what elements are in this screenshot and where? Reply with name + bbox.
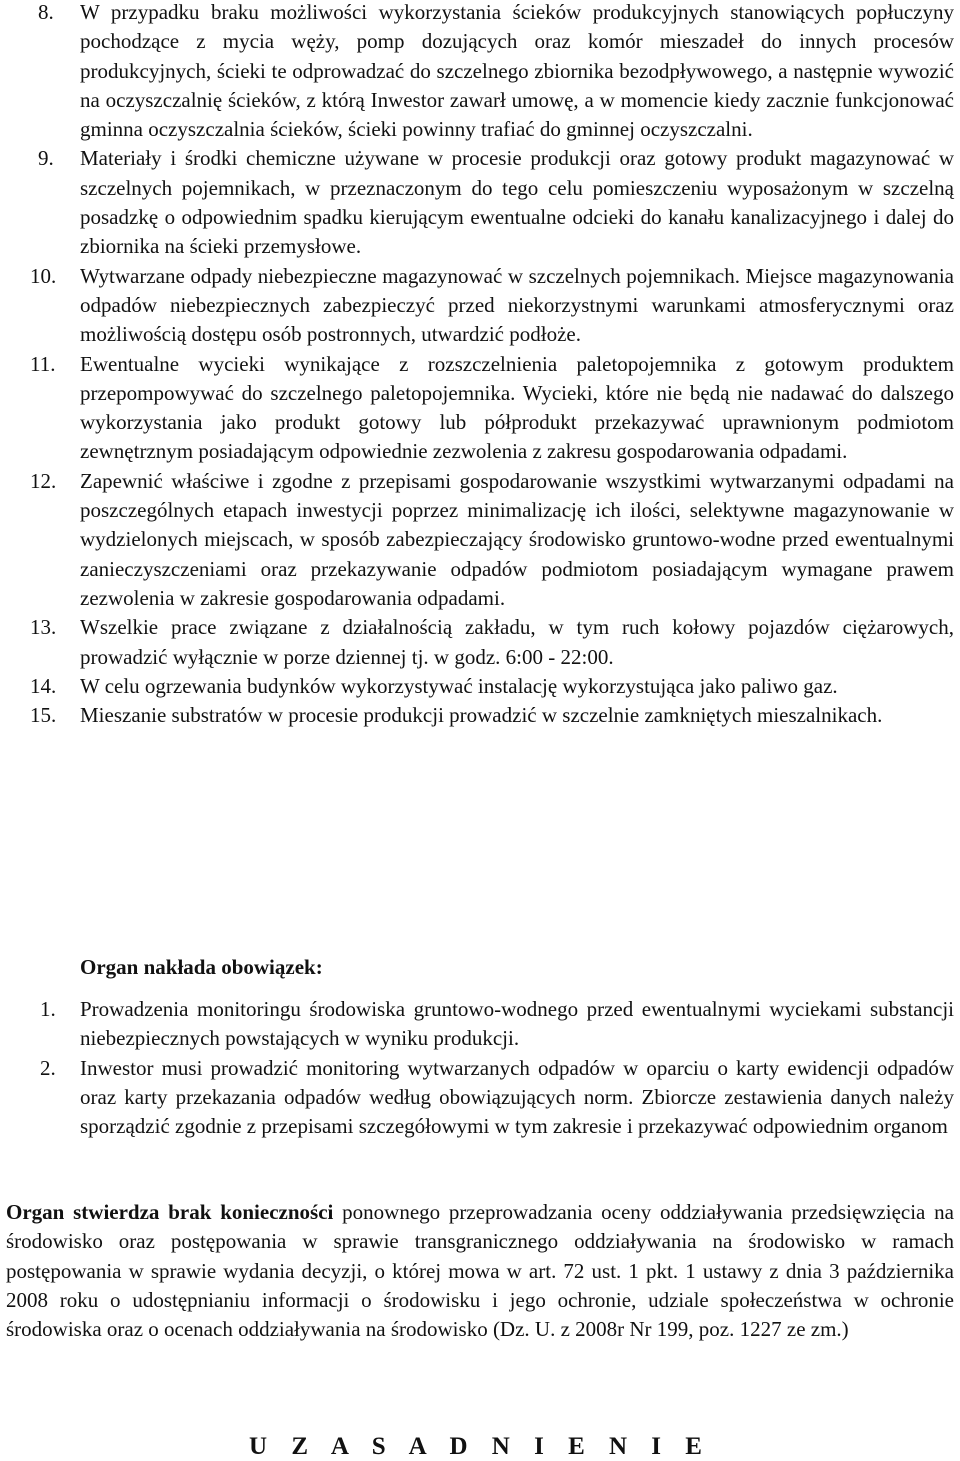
list-item-text: Mieszanie substratów w procesie produkcji prowadzić w szczelnie zamkniętych mieszalnikach.: [80, 703, 883, 728]
list-item-13: [0, 613, 960, 672]
obligation-item-2: [0, 1054, 960, 1142]
list-number: 15.: [30, 703, 57, 728]
list-item-text: Ewentualne wycieki wynikające z rozszczelnienia paletopojemnika z gotowym produktem przepompowywać do szczelnego paletopojemnika. Wycieki, które nie będą nie nadawać do dalszego wykorzystania jako produkt gotowy lub półprodukt przekazywać uprawnionym podmiotom zewnętrznym posiadającym odpowiednie zezwolenia z zakresu gospodarowania odpadami.: [80, 351, 954, 464]
closing-text: ponownego przeprowadzania oceny oddziaływania przedsięwzięcia na środowisko oraz postępowania w sprawie transgranicznego oddziaływania na środowisko w ramach postępowania w sprawie wydania decyzji, o której mowa w art. 72 ust. 1 pkt. 1 ustawy z dnia 3 października 2008 roku o udostępnianiu informacji o środowisku i jego ochronie, udziale społeczeństwa w ochronie środowiska oraz o ocenach oddziaływania na środowisko (Dz. U. z 2008r Nr 199, poz. 1227 ze zm.): [6, 1200, 954, 1342]
list-item-text: Inwestor musi prowadzić monitoring wytwarzanych odpadów w oparciu o karty ewidencji odpadów oraz karty przekazania odpadów według obowiązujących norm. Zbiorcze zestawienia danych należy sporządzić zgodnie z przepisami szczegółowymi w tym zakresie i przekazywać odpowiednim organom: [80, 1055, 954, 1139]
list-number: 8.: [38, 0, 54, 24]
list-item-text: Materiały i środki chemiczne używane w procesie produkcji oraz gotowy produkt magazynować w szczelnych pojemnikach, w przeznaczonym do tego celu pomieszczeniu wyposażonym w szczelną posadzkę o odpowiednim spadku kierującym ewentualne odcieki do kanału kanalizacyjnego i dalej do zbiornika na ścieki przemysłowe.: [80, 146, 954, 259]
list-item-text: Zapewnić właściwe i zgodne z przepisami gospodarowanie wszystkimi wytwarzanymi odpadami na poszczególnych etapach inwestycji poprzez minimalizację ich ilości, selektywne magazynowanie w wydzielonych miejscach, w sposób zabezpieczający środowisko gruntowo-wodne przed ewentualnymi zanieczyszczeniami oraz przekazywanie odpadów podmiotom posiadającym wymagane prawem zezwolenia w zakresie gospodarowania odpadami.: [80, 468, 954, 610]
closing-bold-lead: Organ stwierdza brak konieczności: [6, 1200, 334, 1224]
list-number: 9.: [38, 146, 54, 171]
list-item-11: [0, 350, 960, 467]
list-item-text: W celu ogrzewania budynków wykorzystywać instalację wykorzystująca jako paliwo gaz.: [80, 673, 838, 698]
list-item-10: [0, 262, 960, 350]
list-item-9: [0, 144, 960, 261]
list-item-text: W przypadku braku możliwości wykorzystania ścieków produkcyjnych stanowiących popłuczyny pochodzące z mycia węży, pomp dozujących oraz komór mieszadeł do innych procesów produkcyjnych, ścieki te odprowadzać do szczelnego zbiornika bezodpływowego, a następnie wywozić na oczyszczalnię ścieków, z którą Inwestor zawarł umowę, a w momencie kiedy zacznie funkcjonować gminna oczyszczalnia ścieków, ścieki powinny trafiać do gminnej oczyszczalni.: [80, 0, 954, 142]
list-number: 2.: [40, 1055, 56, 1080]
list-item-text: Wszelkie prace związane z działalnością zakładu, w tym ruch kołowy pojazdów ciężarowych, prowadzić wyłącznie w porze dziennej tj. w godz. 6:00 - 22:00.: [80, 615, 954, 669]
list-item-8: [0, 0, 960, 144]
obligation-item-1: [0, 995, 960, 1054]
closing-paragraph: [6, 1198, 954, 1344]
list-item-text: Prowadzenia monitoringu środowiska gruntowo-wodnego przed ewentualnymi wyciekami substancji niebezpiecznych powstających w wyniku produkcji.: [80, 997, 954, 1051]
organ-obligations-heading: Organ nakłada obowiązek:: [80, 955, 323, 979]
obligations-list: [0, 995, 960, 1141]
list-item-text: Wytwarzane odpady niebezpieczne magazynować w szczelnych pojemnikach. Miejsce magazynowania odpadów niebezpiecznych zabezpieczyć przed niekorzystnymi warunkami atmosferycznymi oraz możliwością dostępu osób postronnych, utwardzić podłoże.: [80, 263, 954, 347]
list-item-14: [0, 672, 960, 701]
list-number: 11.: [30, 351, 56, 376]
list-item-15: [0, 701, 960, 730]
list-number: 1.: [40, 997, 56, 1021]
justification-heading: U Z A S A D N I E N I E: [249, 1433, 711, 1460]
list-number: 10.: [30, 263, 57, 288]
conditions-list: [0, 0, 960, 730]
list-item-12: [0, 467, 960, 613]
list-number: 14.: [30, 673, 57, 698]
list-number: 13.: [30, 615, 57, 640]
list-number: 12.: [30, 468, 57, 493]
